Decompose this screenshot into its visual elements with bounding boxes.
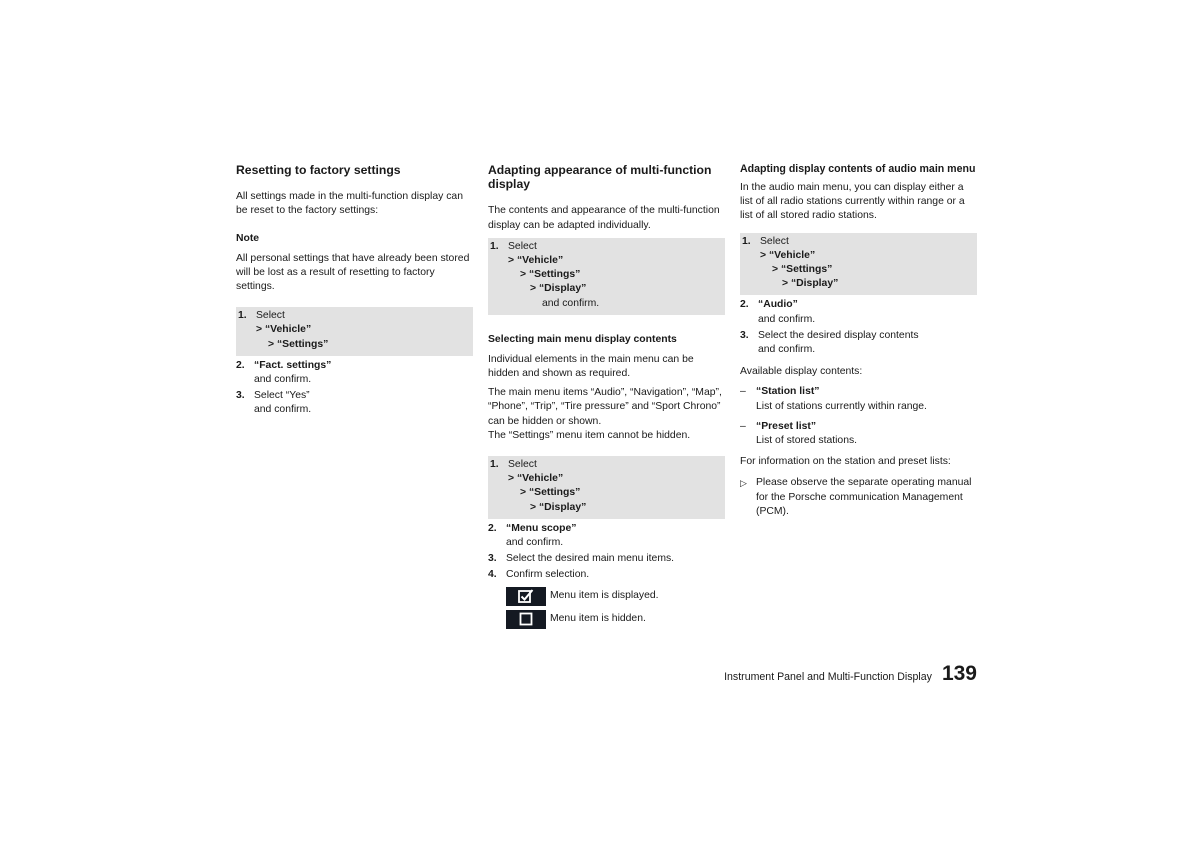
dash-marker: – [740, 386, 746, 398]
heading-appearance: Adapting appearance of multi-function display [488, 163, 712, 192]
step-number: 2. [740, 299, 749, 311]
step-1 [490, 458, 725, 515]
step-1 [742, 235, 977, 292]
item-desc: List of stored stations. [756, 435, 858, 447]
column-appearance [488, 160, 725, 633]
step-3 [236, 389, 473, 417]
menu-path-vehicle: > “Vehicle” [508, 473, 564, 485]
column-audio [740, 160, 977, 519]
paragraph-menu-items: The main menu items “Audio”, “Navigation”, “Map”, “Phone”, “Trip”, “Tire pressure” and “Sport Chrono” can be hidden or shown. [488, 387, 722, 427]
step-label: Select [760, 235, 789, 247]
step-3 [740, 329, 977, 357]
step-number: 4. [488, 569, 497, 581]
menu-path-vehicle: > “Vehicle” [256, 324, 312, 336]
step-box [488, 238, 725, 315]
step-label: Select the desired display contents [758, 329, 919, 341]
heading-reset: Resetting to factory settings [236, 163, 401, 177]
info-text: For information on the station and preset lists: [740, 456, 951, 468]
step-4 [488, 568, 725, 582]
heading-audio: Adapting display contents of audio main menu [740, 163, 976, 175]
step-2 [488, 522, 725, 550]
step-number: 3. [488, 553, 497, 565]
list-item-station [740, 385, 977, 413]
page-number: 139 [941, 662, 977, 685]
step-sub: and confirm. [506, 537, 564, 549]
empty-box-icon [506, 610, 546, 629]
list-item-preset [740, 420, 977, 448]
item-title: “Preset list” [756, 420, 817, 432]
step-box [740, 233, 977, 296]
step-label: “Fact. settings” [254, 359, 332, 371]
menu-path-display: > “Display” [782, 278, 839, 290]
menu-path-display: > “Display” [530, 501, 587, 513]
legend-text: Menu item is hidden. [550, 613, 646, 625]
checked-box-icon [506, 587, 546, 606]
item-desc: List of stations currently within range. [756, 400, 927, 412]
tip [740, 476, 977, 519]
available-contents: Available display contents: [740, 366, 863, 378]
step-box [236, 307, 473, 356]
step-sub: and confirm. [254, 404, 312, 416]
step-number: 1. [238, 310, 247, 322]
step-2 [236, 359, 473, 387]
subheading-main-menu: Selecting main menu display contents [488, 333, 677, 345]
step-label: Select [508, 459, 537, 471]
step-sub: and confirm. [758, 344, 816, 356]
step-1 [490, 240, 725, 311]
step-3 [488, 552, 725, 566]
step-label: Select [508, 240, 537, 252]
step-number: 2. [488, 522, 497, 534]
note-label: Note [236, 232, 260, 244]
step-label: “Audio” [758, 299, 798, 311]
legend-text: Menu item is displayed. [550, 590, 659, 602]
intro-audio: In the audio main menu, you can display either a list of all radio stations currently within range or a list of all stored radio stations. [740, 182, 965, 222]
dash-marker: – [740, 420, 746, 432]
step-2 [740, 298, 977, 326]
step-box [488, 456, 725, 519]
section-title: Instrument Panel and Multi-Function Display [724, 671, 932, 683]
step-number: 3. [236, 390, 245, 402]
menu-path-vehicle: > “Vehicle” [760, 249, 816, 261]
menu-path-settings: > “Settings” [268, 338, 329, 350]
tip-text: Please observe the separate operating manual for the Porsche communication Management (PCM). [756, 477, 972, 517]
legend-displayed [506, 587, 725, 606]
step-label: Confirm selection. [506, 569, 590, 581]
item-title: “Station list” [756, 386, 820, 398]
column-reset [236, 160, 473, 420]
paragraph-hidden-shown: Individual elements in the main menu can be hidden and shown as required. [488, 353, 694, 380]
step-number: 3. [740, 329, 749, 341]
menu-path-settings: > “Settings” [772, 264, 833, 276]
note-text: All personal settings that have already been stored will be lost as a result of resetting to factory settings. [236, 252, 470, 293]
step-label: Select the desired main menu items. [506, 553, 675, 565]
intro-appearance: The contents and appearance of the multi-function display can be adapted individually. [488, 205, 720, 231]
triangle-marker-icon: ▷ [740, 478, 747, 489]
step-label: “Menu scope” [506, 522, 577, 534]
menu-path-display: > “Display” [530, 283, 587, 295]
menu-path-settings: > “Settings” [520, 487, 581, 499]
step-number: 1. [742, 235, 751, 247]
intro-reset: All settings made in the multi-function display can be reset to the factory settings: [236, 191, 463, 217]
step-sub: and confirm. [542, 297, 600, 309]
step-number: 1. [490, 240, 499, 252]
menu-path-settings: > “Settings” [520, 269, 581, 281]
step-sub: and confirm. [254, 374, 312, 386]
step-1 [238, 309, 473, 352]
step-label: Select [256, 310, 285, 322]
page-footer [724, 662, 977, 686]
paragraph-settings-note: The “Settings” menu item cannot be hidden. [488, 429, 691, 441]
step-number: 1. [490, 459, 499, 471]
step-number: 2. [236, 359, 245, 371]
legend-hidden [506, 610, 725, 629]
step-sub: and confirm. [758, 313, 816, 325]
menu-path-vehicle: > “Vehicle” [508, 255, 564, 267]
step-label: Select “Yes” [254, 390, 310, 402]
